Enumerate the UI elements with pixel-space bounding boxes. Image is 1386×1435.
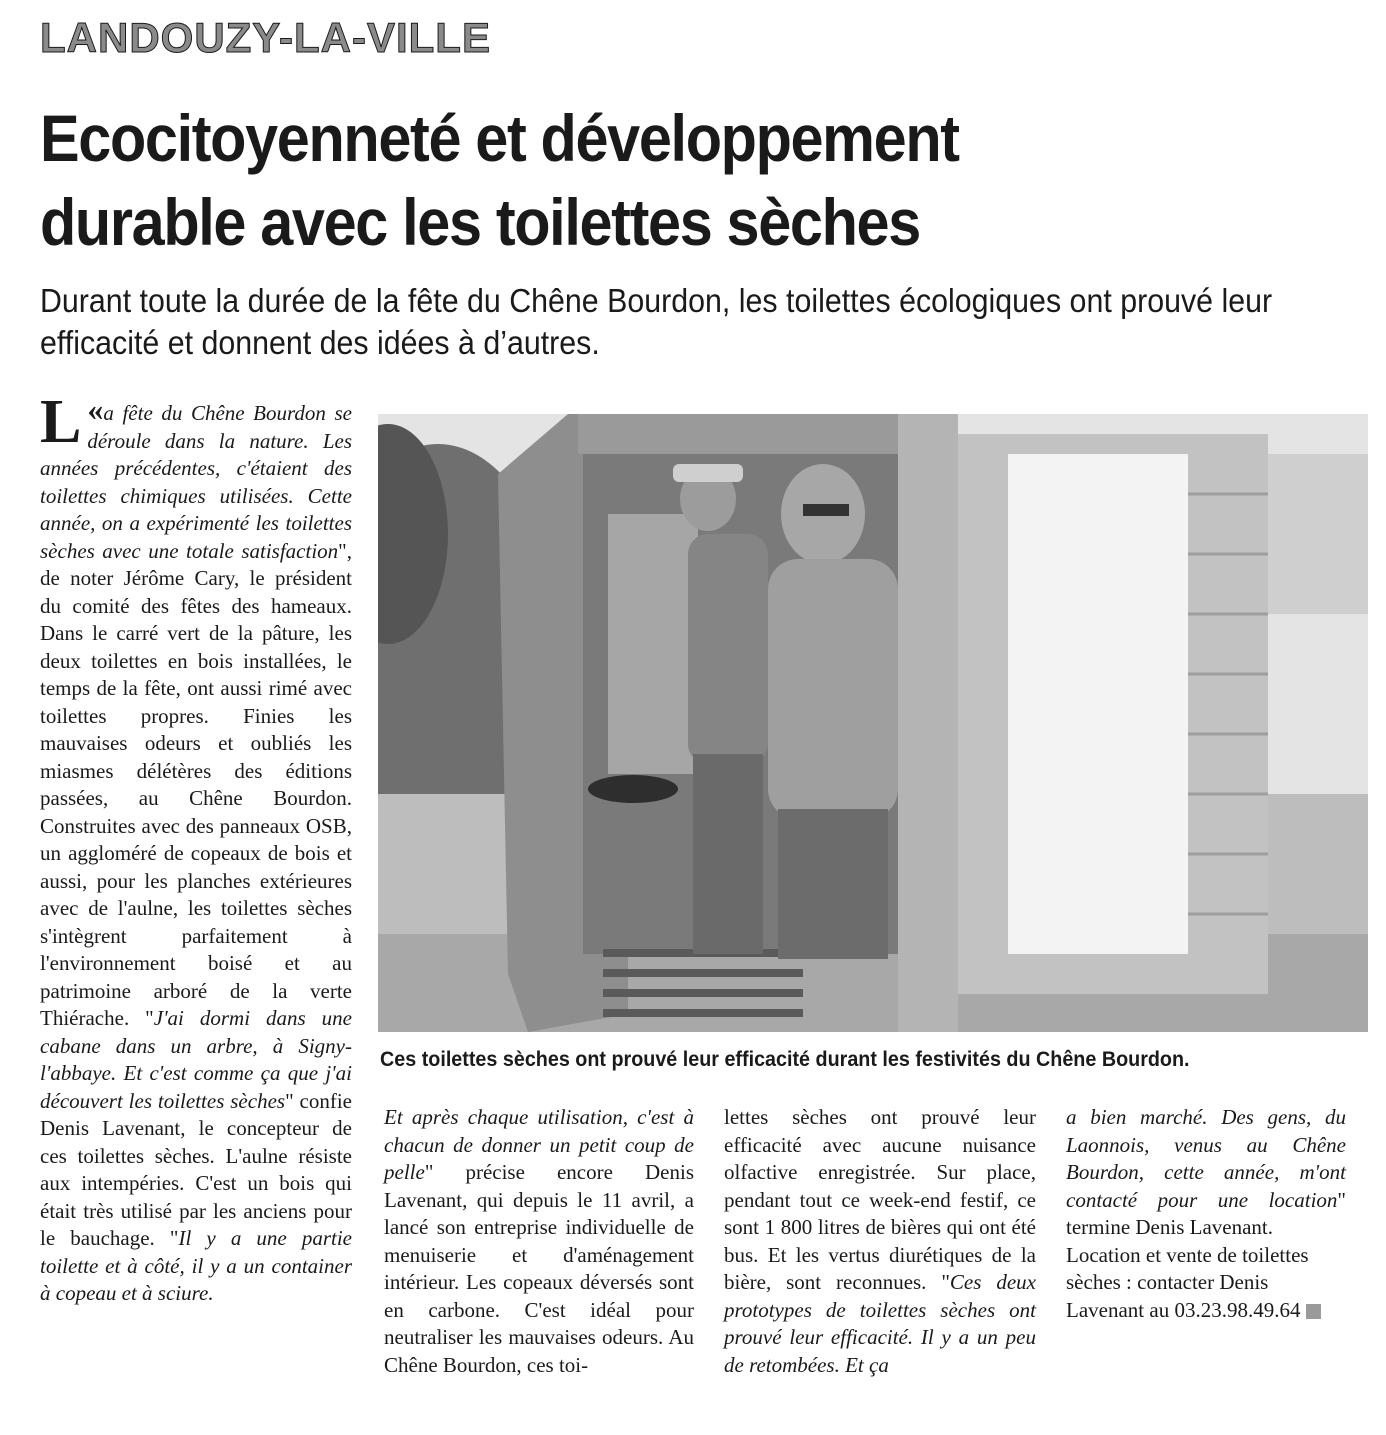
headline [40, 96, 1228, 264]
open-quote: « [87, 391, 104, 427]
quote-text-b: J'ai dormi dans une cabane dans un arbre, à Signy-l'abbaye. Et c'est comme ça que j'ai découvert les toilettes sèches [40, 1006, 353, 1113]
headline-line-1: Ecocitoyenneté et développement [40, 101, 959, 175]
article-column-3 [724, 1104, 1036, 1379]
photo-caption: Ces toilettes sèches ont prouvé leur efficacité durant les festivités du Chêne Bourdon. [380, 1048, 1190, 1071]
body-text-a: ", de noter Jérôme Cary, le président du comité des fêtes des hameaux. Dans le carré vert de la pâture, les deux toilettes en bois installées, le temps de la fête, ont aussi rimé avec toilettes propres. Finies les mauvaises odeurs et oubliés les miasmes délétères des éditions passées, au Chêne Bourdon. Construites avec des panneaux OSB, un aggloméré de copeaux de bois et aussi, pour les planches extérieures avec de l'aulne, les toilettes sèches s'intègrent parfaitement à l'environnement boisé et au patrimoine arboré de la verte Thiérache. " [40, 538, 352, 1030]
body-text-b: " confie Denis Lavenant, le concepteur de ces toilettes sèches. L'aulne résiste aux intempéries. C'est un bois qui était très utilisé par les anciens pour le bauchage. " [40, 1088, 352, 1250]
body-text-e: " termine Denis Lavenant. [1066, 1187, 1346, 1239]
body-text-c: " précise encore Denis Lavenant, qui depuis le 11 avril, a lancé son entreprise individuelle de menuiserie et d'aménagement intérieur. Les copeaux déversés sont en carbone. C'est idéal pour neutraliser les mauvaises odeurs. Au Chêne Bourdon, ces toi- [384, 1160, 694, 1377]
article-column-4 [1066, 1104, 1346, 1324]
quote-text-c: Il y a une partie toilette et à côté, il y a un container à copeau et à sciure. [40, 1226, 352, 1305]
headline-line-2: durable avec les toilettes sèches [40, 185, 920, 259]
photo-illustration [378, 414, 1368, 1032]
section-kicker: LANDOUZY-LA-VILLE [40, 14, 491, 61]
contact-info: Location et vente de toilettes sèches : contacter Denis Lavenant au 03.23.98.49.64 [1066, 1242, 1309, 1322]
article-column-2 [384, 1104, 694, 1379]
standfirst: Durant toute la durée de la fête du Chêne Bourdon, les toilettes écologiques ont prouvé leur efficacité et donnent des idées à d’autres. [40, 282, 1273, 361]
quote-text-f: a bien marché. Des gens, du Laonnois, venus au Chêne Bourdon, cette année, m'ont contacté pour une location [1066, 1105, 1346, 1212]
quote-text-a: a fête du Chêne Bourdon se déroule dans la nature. Les années précédentes, c'étaient des toilettes chimiques utilisées. Cette année, on a expérimenté les toilettes sèches avec une totale satisfaction [40, 401, 352, 563]
body-text-d: lettes sèches ont prouvé leur efficacité avec aucune nuisance olfactive enregistrée. Sur place, pendant tout ce week-end festif, ce sont 1 800 litres de bières qui ont été bus. Et les vertus diurétiques de la bière, sont reconnues. " [724, 1105, 1036, 1294]
article-photo [378, 414, 1368, 1032]
dropcap: L [40, 388, 82, 456]
article-column-1 [40, 388, 353, 1308]
quote-text-d: Et après chaque utilisation, c'est à chacun de donner un petit coup de pelle [384, 1105, 694, 1184]
end-mark-icon [1306, 1304, 1321, 1319]
quote-text-e: Ces deux prototypes de toilettes sèches ont prouvé leur efficacité. Il y a un peu de retombées. Et ça [724, 1270, 1036, 1377]
